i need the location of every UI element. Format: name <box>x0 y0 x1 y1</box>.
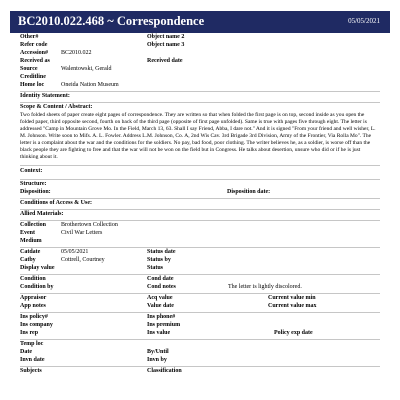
medium-label: Medium <box>20 238 42 244</box>
ins-rep-label: Ins rep <box>20 330 39 336</box>
conditions-access-label: Conditions of Access & Use: <box>20 200 92 206</box>
status-label: Status <box>147 265 164 271</box>
ins-premium-label: Ins premium <box>147 322 181 328</box>
condition-label: Condition <box>20 276 46 282</box>
ins-phone-label: Ins phone# <box>147 314 176 320</box>
field-row <box>20 103 380 111</box>
field-row <box>20 92 380 100</box>
field-row <box>20 302 380 310</box>
date-label: Date <box>20 349 32 355</box>
record-body <box>20 33 380 375</box>
home-loc-value: Oneida Nation Museum <box>61 82 119 88</box>
field-row <box>20 188 380 196</box>
acq-value-label: Acq value <box>147 295 173 301</box>
record-header <box>10 11 390 33</box>
field-row <box>20 237 380 245</box>
disposition-label: Disposition: <box>20 189 51 195</box>
field-row <box>20 329 380 337</box>
ins-policy-label: Ins policy# <box>20 314 48 320</box>
catdate-label: Catdate <box>20 249 41 255</box>
field-row <box>20 210 380 218</box>
by-until-label: By/Until <box>147 349 169 355</box>
ins-value-label: Ins value <box>147 330 171 336</box>
allied-materials-label: Allied Materials: <box>20 211 64 217</box>
field-row <box>20 180 380 188</box>
received-as-label: Received as <box>20 58 50 64</box>
current-value-max-label: Current value max <box>268 303 317 309</box>
event-label: Event <box>20 230 35 236</box>
field-row <box>20 321 380 329</box>
other-number-label: Other# <box>20 34 39 40</box>
policy-exp-date-label: Policy exp date <box>274 330 313 336</box>
current-value-min-label: Current value min <box>268 295 316 301</box>
subjects-label: Subjects <box>20 368 42 374</box>
field-row <box>20 248 380 256</box>
catby-label: Catby <box>20 257 36 263</box>
appraisor-label: Appraisor <box>20 295 47 301</box>
field-row <box>20 33 380 41</box>
field-row <box>20 65 380 73</box>
field-row <box>20 340 380 348</box>
field-row <box>20 294 380 302</box>
field-row <box>20 73 380 81</box>
home-loc-label: Home loc <box>20 82 45 88</box>
field-row <box>20 81 380 89</box>
catdate-value: 05/05/2021 <box>61 249 89 255</box>
field-row <box>20 166 380 177</box>
status-date-label: Status date <box>147 249 176 255</box>
invn-by-label: Invn by <box>147 357 167 363</box>
field-row <box>20 256 380 264</box>
condition-by-label: Condition by <box>20 284 54 290</box>
collection-label: Collection <box>20 222 46 228</box>
ins-company-label: Ins company <box>20 322 53 328</box>
accession-label: Accession# <box>20 50 48 56</box>
object-name-2-label: Object name 2 <box>147 34 185 40</box>
temp-loc-label: Temp loc <box>20 341 44 347</box>
received-date-label: Received date <box>147 58 183 64</box>
field-row <box>20 229 380 237</box>
field-row <box>20 356 380 364</box>
classification-label: Classification <box>147 368 182 374</box>
record-title: BC2010.022.468 ~ Correspondence <box>18 14 205 28</box>
collection-value: Brothertown Collection <box>61 222 118 228</box>
event-value: Civil War Letters <box>61 230 103 236</box>
field-row <box>20 264 380 272</box>
invn-date-label: Invn date <box>20 357 45 363</box>
accession-value: BC2010.022 <box>61 50 92 56</box>
field-row <box>20 199 380 207</box>
source-value: Walentowski, Gerald <box>61 66 112 72</box>
field-row <box>20 313 380 321</box>
record-date: 05/05/2021 <box>348 17 380 25</box>
cond-notes-value: The letter is lightly discolored. <box>228 284 302 290</box>
field-row <box>20 49 380 57</box>
field-row <box>20 275 380 283</box>
field-row <box>20 57 380 65</box>
creditline-label: Creditline <box>20 74 46 80</box>
scope-content-label: Scope & Content / Abstract: <box>20 104 93 110</box>
catby-value: Cottrell, Courtney <box>61 257 105 263</box>
field-row <box>20 348 380 356</box>
field-row <box>20 41 380 49</box>
source-label: Source <box>20 66 38 72</box>
value-date-label: Value date <box>147 303 174 309</box>
field-row <box>20 221 380 229</box>
context-label: Context: <box>20 168 43 174</box>
refer-code-label: Refer code <box>20 42 48 48</box>
cond-notes-label: Cond notes <box>147 284 176 290</box>
identity-statement-label: Identity Statement: <box>20 93 70 99</box>
field-row <box>20 283 380 291</box>
display-value-label: Display value <box>20 265 55 271</box>
cond-date-label: Cond date <box>147 276 174 282</box>
app-notes-label: App notes <box>20 303 46 309</box>
field-row <box>20 367 380 375</box>
structure-label: Structure: <box>20 181 47 187</box>
object-name-3-label: Object name 3 <box>147 42 185 48</box>
scope-content-text: Two folded sheets of paper create eight pages of correspondence. They are written so that when folded the first page is on top, second inside as you open the folded paper, third opposite second, fourth on back of the third page (opposite of first page unfolded). Same is true with pages five through eight. The letter is addressed "Camp in Mountain Grove Mo. In the Field, March 13, 63. Shall I say Friend, Abba, I dare not." And it is signed "From your friend and well wisher, L. M. Johnson. Write soon to Mifs. A. L. Fowler. Address L.M. Johnson, Co. A, 2nd Wis Cav. 3rd Brigade 3rd Division, Army of the Frontier, Via Rolla Mo". The letter is a complaint about the war and the conditions for the soldiers. No pay, bad food, poor clothing. The writer believes he, as a soldier, is worse off than the black people they are fighting to free and that the war will not be won on the field but in Congress. He talks about desertion, unsure who did or if he is just thinking about it. <box>20 112 376 160</box>
status-by-label: Status by <box>147 257 171 263</box>
disposition-date-label: Disposition date: <box>227 189 271 195</box>
